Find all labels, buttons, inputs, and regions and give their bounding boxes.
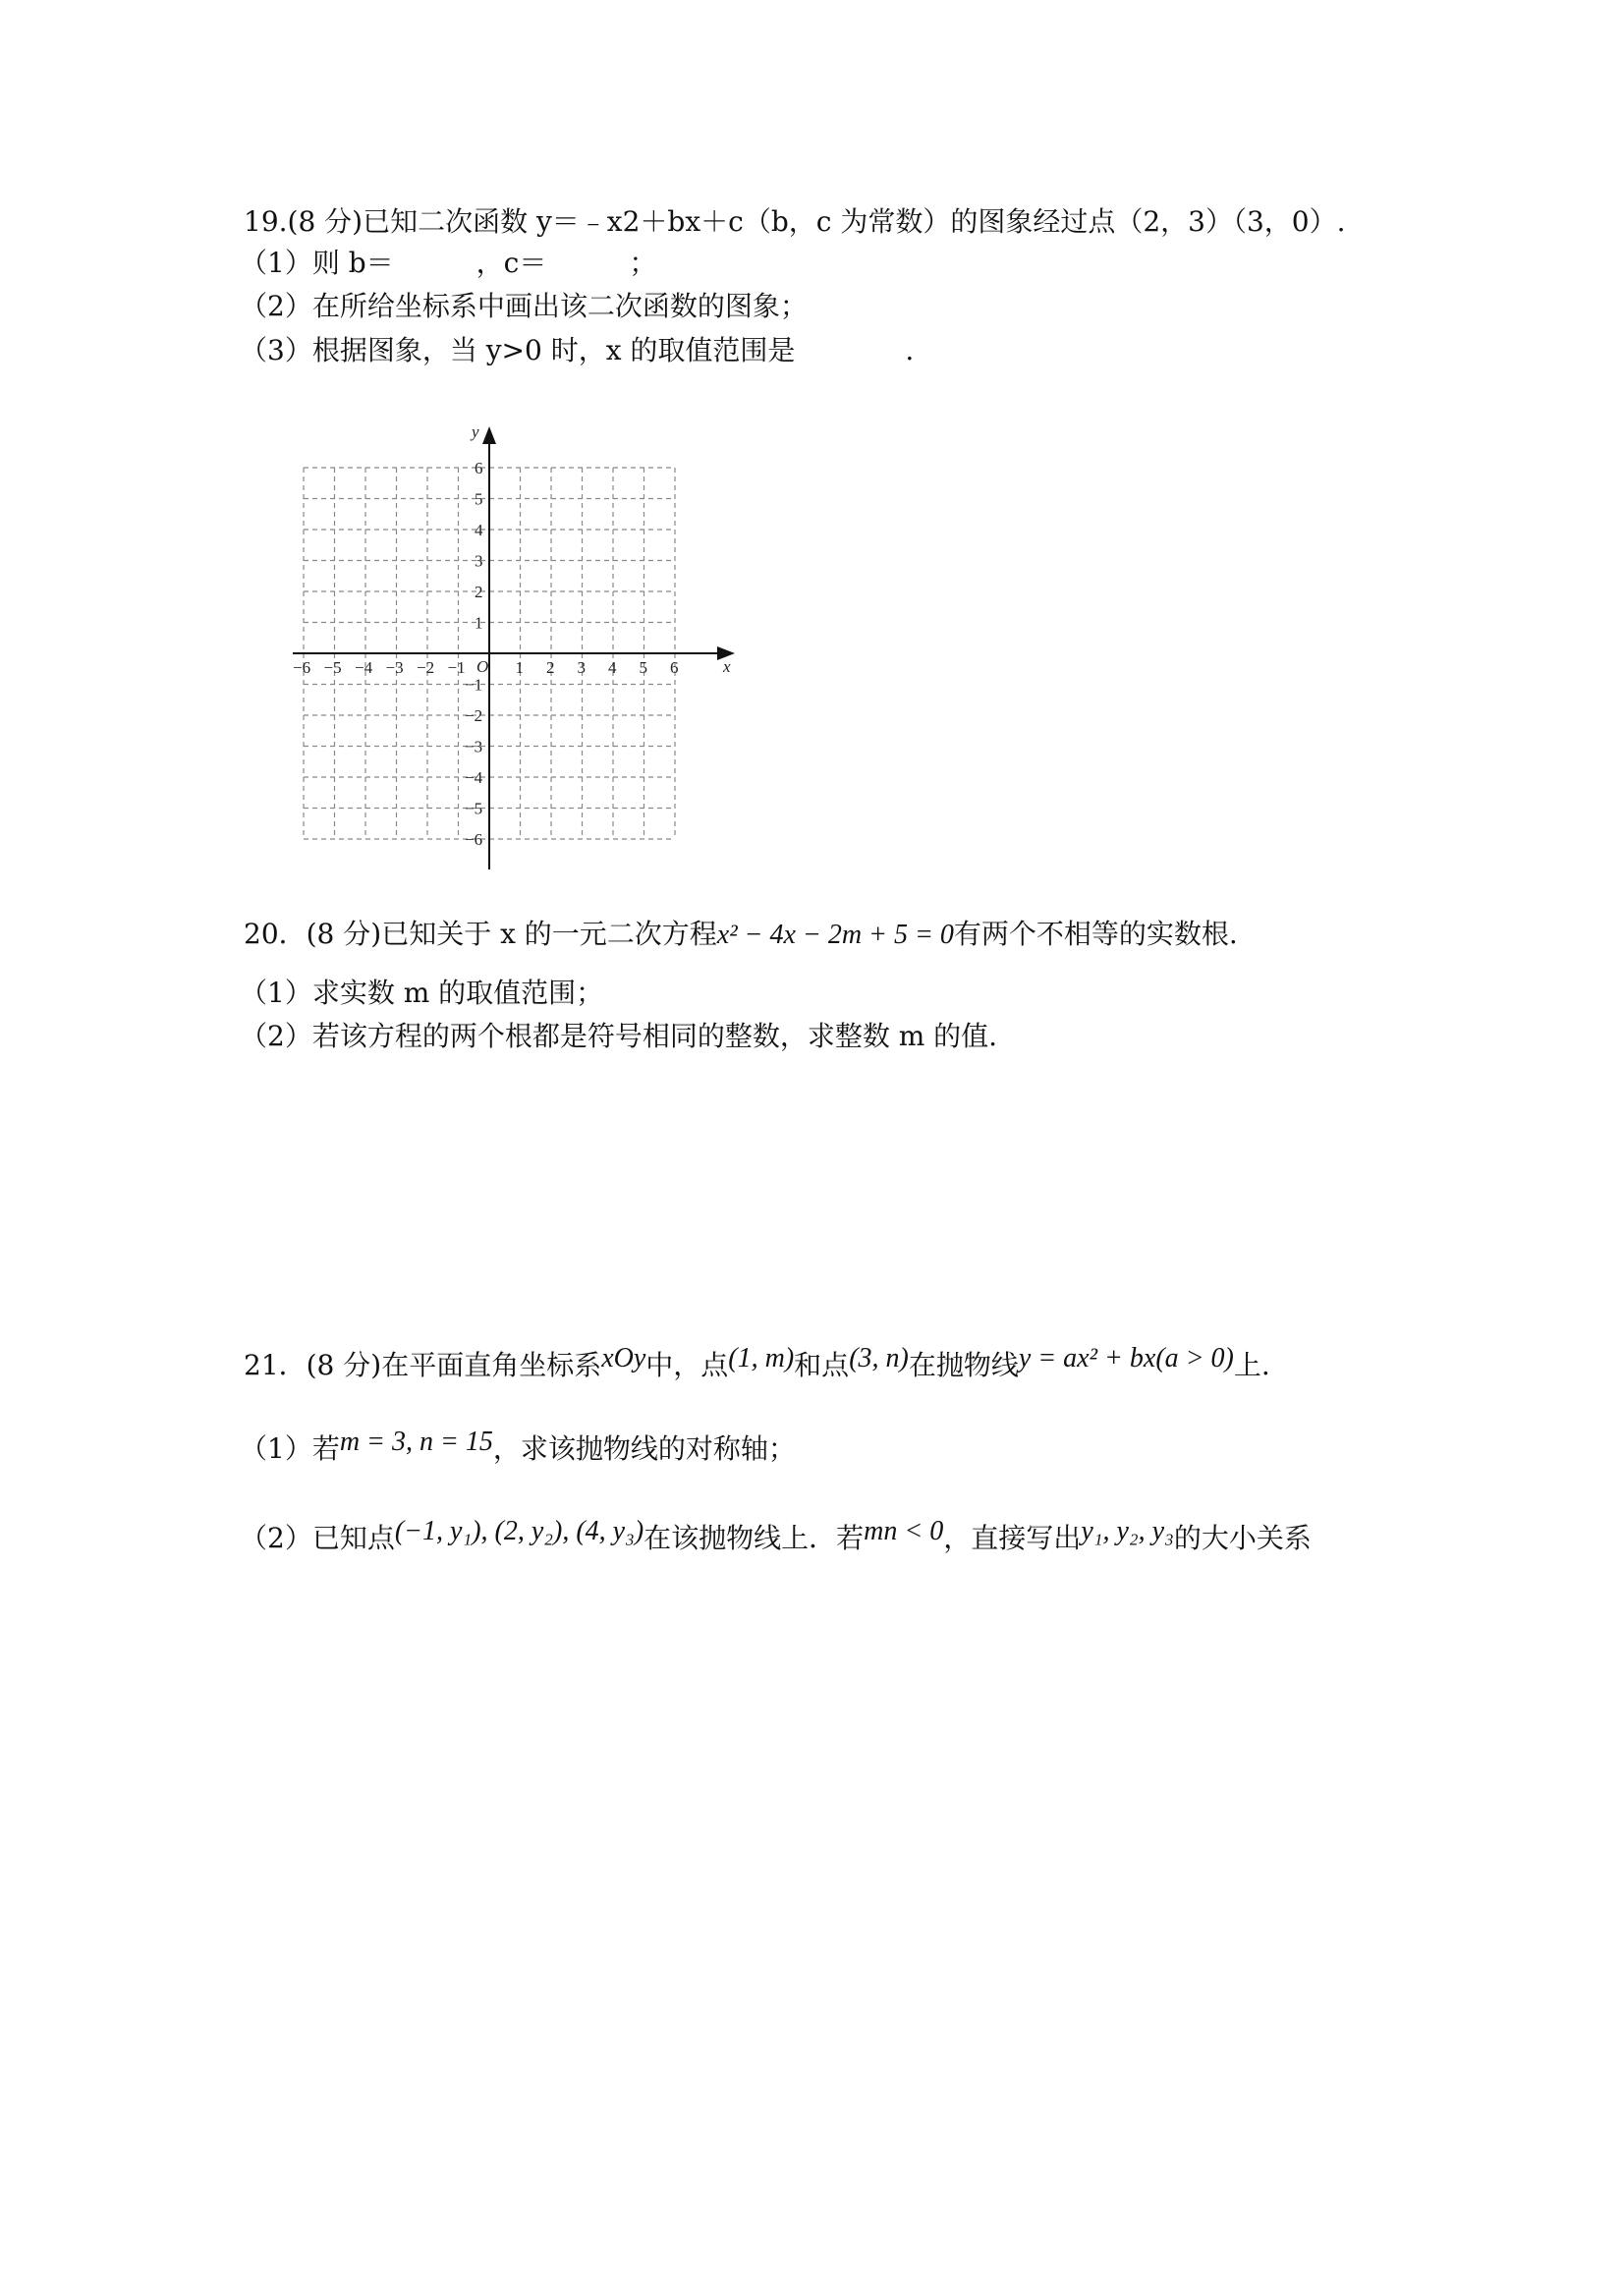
q21-stem-d: 在抛物线 — [908, 1349, 1019, 1381]
q19-part1: （1）则 b＝ ，c＝ ； — [240, 247, 657, 279]
q21-stem-c: 和点 — [794, 1349, 850, 1381]
x-tick-label: 2 — [546, 658, 555, 677]
q21-part2-a: （2）已知点 — [240, 1522, 395, 1554]
q20-equation: x² − 4x − 2m + 5 = 0 — [716, 920, 954, 950]
q21-parabola: y = ax² + bx(a > 0) — [1018, 1343, 1234, 1373]
x-tick-label: −3 — [385, 658, 404, 677]
x-tick-label: −6 — [293, 658, 311, 677]
q21-stem-b: 中，点 — [645, 1349, 729, 1381]
y-axis-arrow — [482, 426, 496, 444]
y-tick-label: −3 — [465, 737, 483, 756]
axes — [293, 426, 735, 869]
q20-stem — [244, 917, 1238, 953]
q21-point1: (1, m) — [728, 1343, 795, 1373]
x-tick-label: 3 — [577, 658, 586, 677]
y-tick-label: 5 — [475, 489, 483, 509]
q21-system: xOy — [601, 1343, 646, 1373]
q21-part2-c: ，直接写出 — [943, 1522, 1082, 1554]
y-tick-label: −5 — [465, 799, 483, 818]
x-tick-label: 5 — [639, 658, 647, 677]
q21-part1-a: （1）若 — [240, 1432, 340, 1465]
x-tick-label: −5 — [323, 658, 342, 677]
q21-stem-e: 上. — [1233, 1349, 1270, 1381]
y-tick-label: −1 — [465, 675, 483, 695]
y-tick-label: 6 — [475, 459, 483, 477]
q19-part3: （3）根据图象，当 y>0 时，x 的取值范围是 . — [240, 334, 915, 366]
x-tick-label: 6 — [670, 658, 679, 677]
y-tick-label: −6 — [465, 830, 483, 849]
y-tick-label: 2 — [475, 583, 483, 601]
q20-stem-before: 20．(8 分)已知关于 x 的一元二次方程 — [244, 918, 717, 950]
q21-part2-d: 的大小关系 — [1173, 1522, 1312, 1554]
q20-stem-after: 有两个不相等的实数根. — [953, 918, 1238, 950]
x-tick-label: −1 — [447, 658, 466, 677]
q21-part1 — [240, 1427, 796, 1468]
q21-stem — [244, 1343, 1270, 1384]
q21-part1-cond: m = 3, n = 15 — [339, 1427, 493, 1457]
q19-stem: 19.(8 分)已知二次函数 y＝﹣x2＋bx＋c（b，c 为常数）的图象经过点（2，3）（3，0）. — [244, 205, 1346, 238]
coordinate-grid — [285, 413, 747, 874]
y-tick-label: −4 — [465, 768, 483, 787]
y-tick-label: −2 — [465, 706, 483, 725]
q21-part1-b: ，求该抛物线的对称轴； — [492, 1432, 796, 1465]
q21-part2-cond: mn < 0 — [864, 1516, 944, 1546]
x-tick-label: −2 — [417, 658, 435, 677]
q21-part2-b: 在该抛物线上．若 — [644, 1522, 865, 1554]
y-tick-label: 3 — [475, 551, 483, 571]
q21-part2-points: (−1, y₁), (2, y₂), (4, y₃) — [394, 1516, 644, 1546]
q21-stem-a: 21．(8 分)在平面直角坐标系 — [244, 1349, 602, 1381]
origin-label: O — [476, 657, 489, 676]
x-tick-label: 1 — [515, 658, 524, 677]
q21-point2: (3, n) — [849, 1343, 909, 1373]
x-tick-label: 4 — [608, 658, 617, 677]
q21-part2-vars: y₁, y₂, y₃ — [1081, 1516, 1174, 1546]
q20-part2: （2）若该方程的两个根都是符号相同的整数，求整数 m 的值. — [240, 1020, 998, 1052]
y-axis-label: y — [472, 422, 479, 441]
q20-part1: （1）求实数 m 的取值范围； — [240, 977, 604, 1009]
y-tick-label: 1 — [475, 613, 483, 633]
x-tick-label: −4 — [355, 658, 373, 677]
y-tick-label: 4 — [475, 521, 483, 539]
q19-part2: （2）在所给坐标系中画出该二次函数的图象； — [240, 290, 808, 322]
q21-part2 — [240, 1516, 1312, 1557]
x-axis-label: x — [723, 657, 731, 676]
